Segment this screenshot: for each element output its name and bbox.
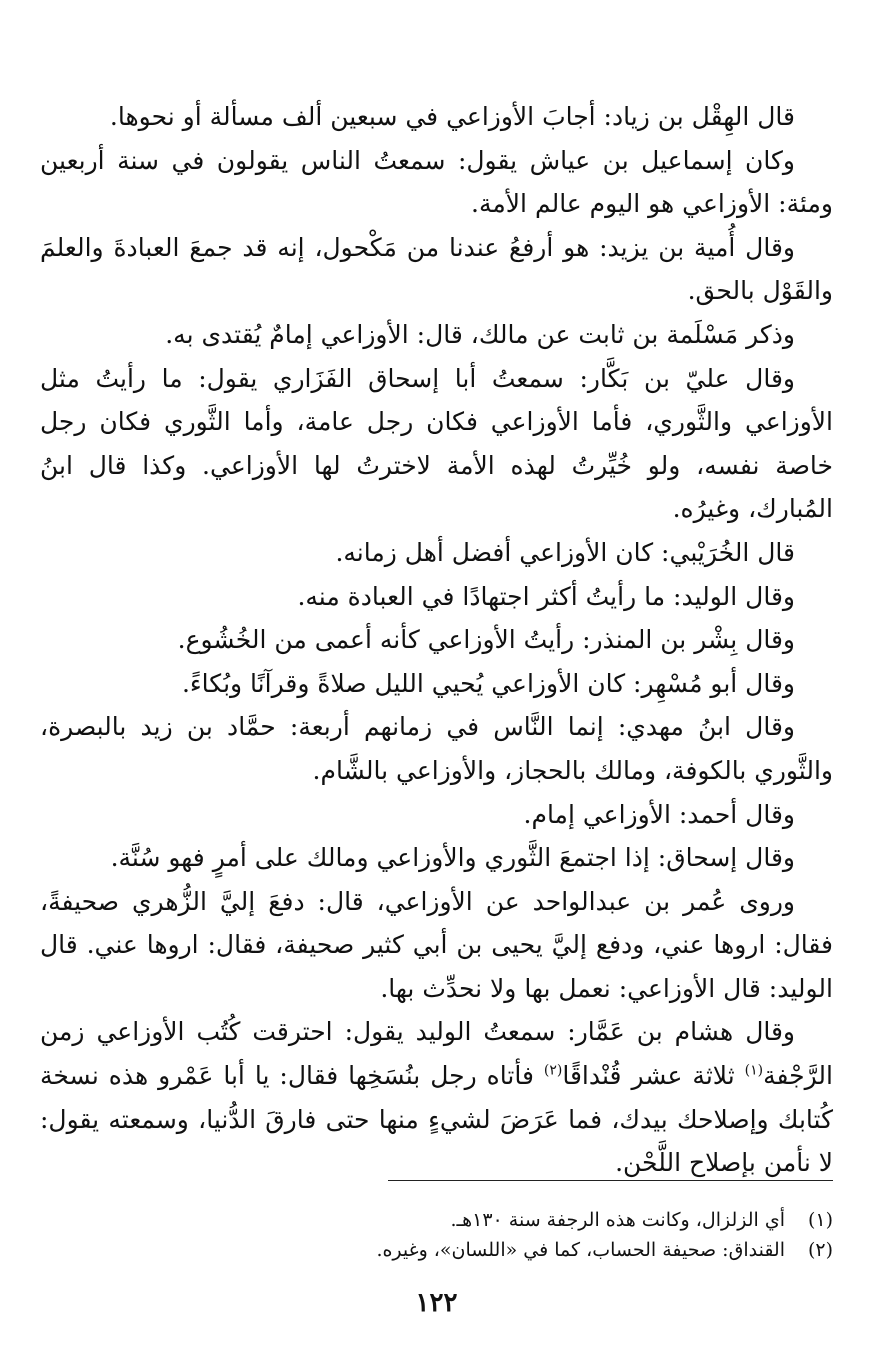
paragraph: وكان إسماعيل بن عياش يقول: سمعتُ الناس يقولون في سنة أربعين ومئة: الأوزاعي هو اليوم عالم الأمة. bbox=[40, 145, 833, 219]
paragraph: وذكر مَسْلَمة بن ثابت عن مالك، قال: الأوزاعي إمامٌ يُقتدى به. bbox=[165, 319, 795, 349]
paragraph: وقال إسحاق: إذا اجتمعَ الثَّوري والأوزاعي ومالك على أمرٍ فهو سُنَّة. bbox=[110, 843, 795, 873]
footnote-text: أي الزلزال، وكانت هذه الرجفة سنة ١٣٠هـ. bbox=[450, 1209, 785, 1231]
paragraph: قال الهِقْل بن زياد: أجابَ الأوزاعي في سبعين ألف مسألة أو نحوها. bbox=[109, 102, 795, 131]
paragraph: وقال بِشْر بن المنذر: رأيتُ الأوزاعي كأنه أعمى من الخُشُوع. bbox=[177, 625, 795, 655]
paragraph: وقال أحمد: الأوزاعي إمام. bbox=[523, 799, 795, 829]
paragraph: قال الخُرَيْبي: كان الأوزاعي أفضل أهل زمانه. bbox=[335, 537, 795, 567]
paragraph: وقال أُمية بن يزيد: هو أرفعُ عندنا من مَكْحول، إنه قد جمعَ العبادةَ والعلمَ والقَوْل بالحق. bbox=[40, 232, 833, 306]
footnote-divider bbox=[388, 1180, 833, 1181]
main-text bbox=[40, 95, 833, 1185]
footnote-number: (١) bbox=[807, 1209, 833, 1231]
paragraph: وقال عليّ بن بَكَّار: سمعتُ أبا إسحاق الفَزَاري يقول: ما رأيتُ مثل الأوزاعي والثَّوري، فأما الأوزاعي فكان رجل عامة، وأما الثَّوري فكان رجل خاصة نفسه، ولو خُيِّرتُ لهذه الأمة لاخترتُ لها الأوزاعي. وكذا قال ابنُ المُبارك، وغيرُه. bbox=[40, 363, 833, 524]
footnote-text: القنداق: صحيفة الحساب، كما في «اللسان»، وغيره. bbox=[376, 1239, 785, 1261]
paragraph-text: فأتاه رجل بنُسَخِها فقال: يا أبا عَمْرو هذه نسخة كُتابك وإصلاحك بيدك، فما عَرَضَ لشيءٍ منها حتى فارقَ الدُّنيا، وسمعته يقول: لا نأمن بإصلاح اللَّحْن. bbox=[40, 1061, 833, 1178]
footnote-ref-2: (٢) bbox=[543, 1062, 563, 1079]
paragraph: وقال الوليد: ما رأيتُ أكثر اجتهادًا في العبادة منه. bbox=[297, 581, 795, 611]
paragraph: وروى عُمر بن عبدالواحد عن الأوزاعي، قال: دفعَ إليَّ الزُّهري صحيفةً، فقال: اروها عني، ودفع إليَّ يحيى بن أبي كثير صحيفة، فقال: اروها عني. قال الوليد: قال الأوزاعي: نعمل بها ولا نحدِّث بها. bbox=[40, 886, 833, 1003]
page-number: ١٢٢ bbox=[415, 1288, 458, 1318]
paragraph: وقال أبو مُسْهِر: كان الأوزاعي يُحيي الليل صلاةً وقرآنًا وبُكاءً. bbox=[181, 668, 795, 698]
footnotes bbox=[40, 1205, 833, 1265]
paragraph-text: ثلاثة عشر قُنْداقًا bbox=[562, 1061, 745, 1091]
footnote-1 bbox=[40, 1205, 833, 1235]
footnote-number: (٢) bbox=[807, 1239, 833, 1261]
paragraph-text: وقال هشام بن عَمَّار: سمعتُ الوليد يقول: احترقت كُتُب الأوزاعي زمن الرَّجْفة bbox=[40, 1017, 833, 1091]
footnote-ref-1: (١) bbox=[744, 1062, 764, 1079]
footnote-2 bbox=[40, 1235, 833, 1265]
paragraph-with-footnote-refs bbox=[40, 1010, 833, 1184]
paragraph: وقال ابنُ مهدي: إنما النَّاس في زمانهم أربعة: حمَّاد بن زيد بالبصرة، والثَّوري بالكوفة، ومالك بالحجاز، والأوزاعي بالشَّام. bbox=[40, 712, 833, 785]
